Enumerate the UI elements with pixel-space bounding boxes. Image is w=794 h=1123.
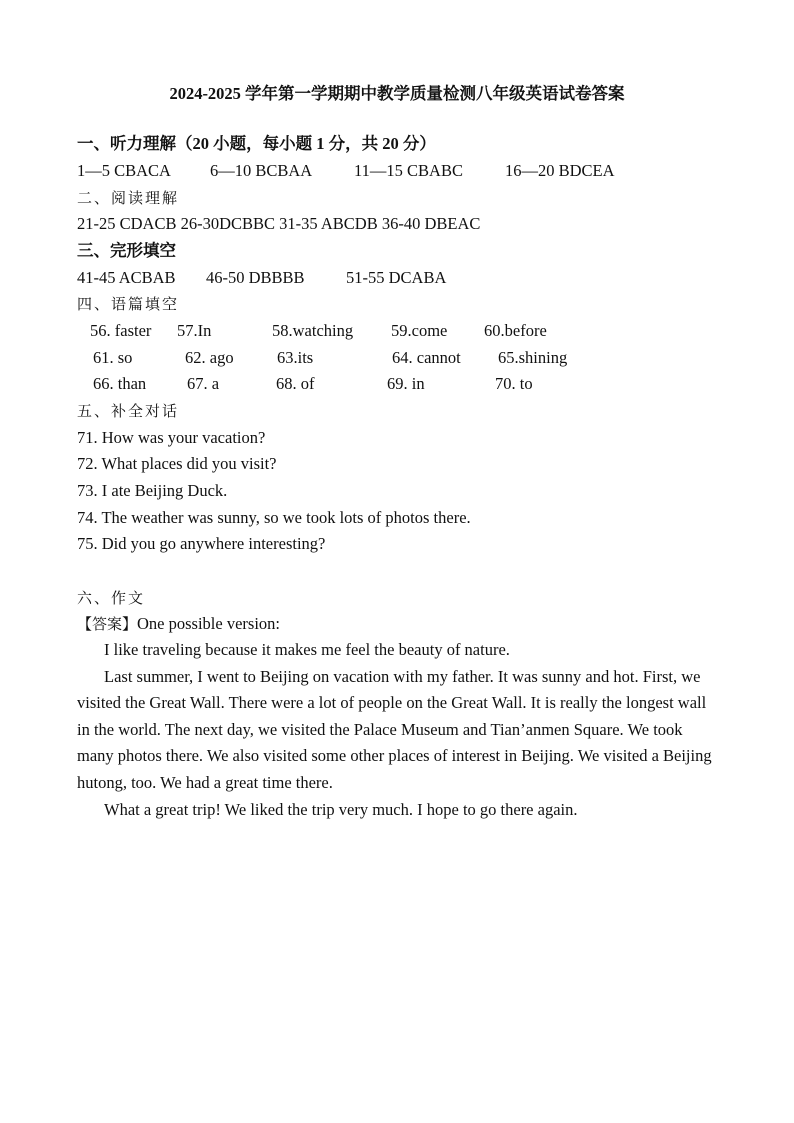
essay-paragraph: I like traveling because it makes me feel the beauty of nature. bbox=[104, 640, 510, 659]
fill-answer: 69. in bbox=[387, 374, 425, 393]
section-reading-heading: 二、阅读理解 bbox=[77, 189, 180, 207]
essay-paragraph: Last summer, I went to Beijing on vacation with my father. It was sunny and hot. First, we visited the Great Wall. There were a lot of people on the Great Wall. It is really the longest wall in the world. The next day, we visited the Palace Museum and Tian’anmen Square. We took many photos there. We also visited some other places of interest in Beijing. We visited a Beijing hutong, too. We had a great time there. bbox=[77, 666, 712, 792]
fill-answer: 57.In bbox=[177, 321, 212, 340]
fill-answer: 70. to bbox=[495, 374, 533, 393]
dialogue-answer: 73. I ate Beijing Duck. bbox=[77, 481, 228, 500]
dialogue-answer: 71. How was your vacation? bbox=[77, 428, 266, 447]
fill-answer: 62. ago bbox=[185, 348, 234, 367]
page-title: 2024-2025 学年第一学期期中教学质量检测八年级英语试卷答案 bbox=[169, 84, 625, 103]
answer-intro: One possible version: bbox=[137, 614, 280, 633]
section-listening-heading: 一、听力理解（20 小题，每小题 1 分，共 20 分） bbox=[77, 134, 436, 153]
essay-body bbox=[77, 637, 717, 823]
fill-answer: 65.shining bbox=[498, 348, 568, 367]
dialogue-answer: 75. Did you go anywhere interesting? bbox=[77, 534, 326, 553]
reading-answers: 21-25 CDACB 26-30DCBBC 31-35 ABCDB 36-40 DBEAC bbox=[77, 214, 481, 233]
answer-group: 46-50 DBBBB bbox=[206, 268, 305, 287]
dialogue-answer: 74. The weather was sunny, so we took lots of photos there. bbox=[77, 508, 471, 527]
answer-group: 41-45 ACBAB bbox=[77, 268, 176, 287]
answer-tag: 【答案】 bbox=[77, 615, 138, 633]
fill-answer: 64. cannot bbox=[392, 348, 461, 367]
answer-group: 16—20 BDCEA bbox=[505, 161, 615, 180]
fill-answer: 58.watching bbox=[272, 321, 354, 340]
section-dialogue-heading: 五、补全对话 bbox=[77, 402, 180, 420]
answer-intro-line bbox=[77, 614, 280, 634]
essay-paragraph: What a great trip! We liked the trip very much. I hope to go there again. bbox=[104, 799, 578, 819]
fill-answer: 61. so bbox=[93, 348, 133, 367]
fill-answer: 63.its bbox=[277, 348, 314, 367]
answer-group: 1—5 CBACA bbox=[77, 161, 171, 180]
section-passage-fill-heading: 四、语篇填空 bbox=[77, 295, 180, 313]
fill-answer: 67. a bbox=[187, 374, 220, 393]
fill-answer: 66. than bbox=[93, 374, 147, 393]
section-cloze-heading: 三、完形填空 bbox=[77, 241, 176, 260]
fill-answer: 59.come bbox=[391, 321, 448, 340]
fill-answer: 60.before bbox=[484, 321, 547, 340]
fill-answer: 56. faster bbox=[90, 321, 152, 340]
answer-group: 11—15 CBABC bbox=[354, 161, 463, 180]
answer-group: 51-55 DCABA bbox=[346, 268, 447, 287]
answer-group: 6—10 BCBAA bbox=[210, 161, 313, 180]
fill-answer: 68. of bbox=[276, 374, 315, 393]
dialogue-answer: 72. What places did you visit? bbox=[77, 454, 277, 473]
section-writing-heading: 六、作文 bbox=[77, 589, 146, 607]
